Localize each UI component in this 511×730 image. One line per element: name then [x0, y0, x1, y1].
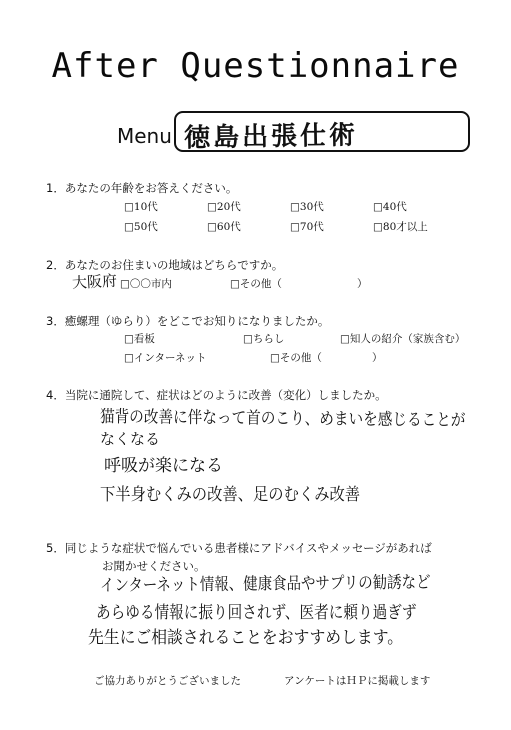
- q3-option-signboard[interactable]: □看板: [124, 333, 155, 345]
- q3-option-flyer[interactable]: □ちらし: [243, 333, 285, 345]
- q1-option-10s[interactable]: □10代: [124, 201, 158, 213]
- q3-option-other-close: ）: [372, 352, 383, 364]
- q2-option-other[interactable]: □その他（: [230, 278, 282, 290]
- q3-option-internet[interactable]: □インターネット: [124, 352, 207, 364]
- q4-answer-line-2: なくなる: [100, 430, 161, 448]
- q5-answer-line-3: 先生にご相談されることをおすすめします。: [88, 628, 404, 648]
- q1-option-80plus[interactable]: □80才以上: [373, 221, 428, 233]
- question-1: 1．あなたの年齢をお答えください。: [46, 181, 238, 195]
- question-4: 4．当院に通院して、症状はどのように改善（変化）しましたか。: [46, 388, 387, 402]
- menu-label: Menu: [117, 124, 172, 148]
- question-2: 2．あなたのお住まいの地域はどちらですか。: [46, 258, 284, 272]
- q2-option-city[interactable]: □〇〇市内: [120, 278, 172, 290]
- q5-answer-line-2: あらゆる情報に振り回されず、医者に頼り過ぎず: [96, 603, 417, 623]
- q1-option-70s[interactable]: □70代: [290, 221, 324, 233]
- q1-option-30s[interactable]: □30代: [290, 201, 324, 213]
- q3-option-referral[interactable]: □知人の紹介（家族含む）: [340, 333, 466, 345]
- question-5: 5．同じような症状で悩んでいる患者様にアドバイスやメッセージがあれば: [46, 541, 432, 555]
- q1-option-50s[interactable]: □50代: [124, 221, 158, 233]
- footer-notice: アンケートはＨＰに掲載します: [284, 675, 431, 687]
- page-title: After Questionnaire: [51, 46, 460, 86]
- q5-answer-line-1: インターネット情報、健康食品やサプリの勧誘など: [99, 572, 431, 596]
- q1-option-60s[interactable]: □60代: [207, 221, 241, 233]
- q4-answer-line-4: 下半身むくみの改善、足のむくみ改善: [100, 485, 361, 505]
- q1-option-40s[interactable]: □40代: [373, 201, 407, 213]
- question-3: 3．癒螺理（ゆらり）をどこでお知りになりましたか。: [46, 314, 330, 328]
- q4-answer-line-1: 猫背の改善に伴なって首のこり、めまいを感じることが: [99, 407, 466, 431]
- q2-handwritten-answer: 大阪府: [71, 271, 118, 292]
- q3-option-other[interactable]: □その他（: [270, 352, 322, 364]
- footer-thanks: ご協力ありがとうございました: [94, 675, 241, 687]
- menu-value: 徳島出張仕術: [183, 120, 359, 154]
- question-5-continued: お聞かせください。: [102, 559, 206, 573]
- q4-answer-line-3: 呼吸が楽になる: [104, 456, 223, 476]
- q1-option-20s[interactable]: □20代: [207, 201, 241, 213]
- q2-option-other-close: ）: [357, 278, 368, 290]
